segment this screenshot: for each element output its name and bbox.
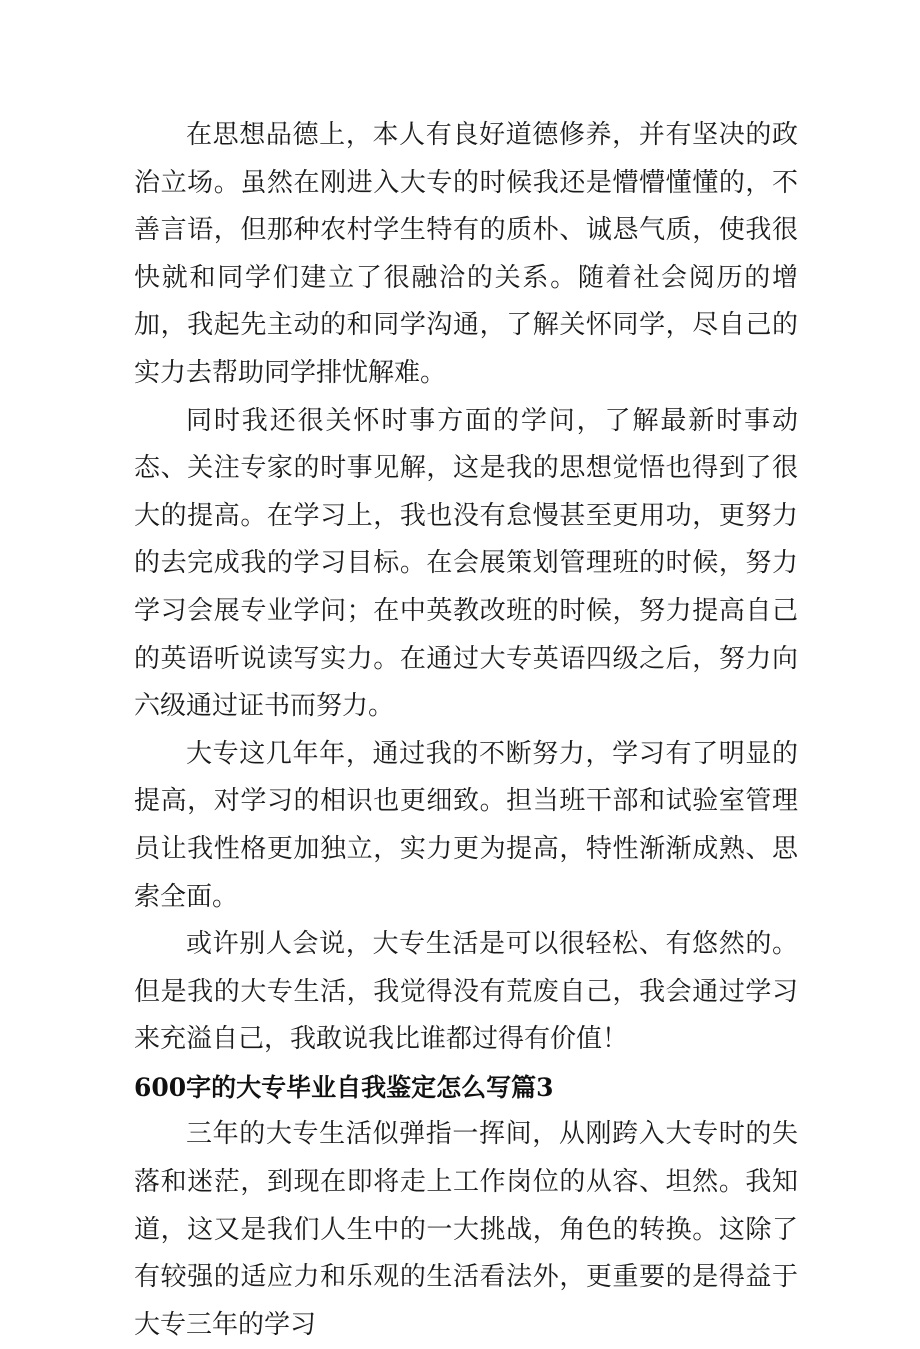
section-heading: 600字的大专毕业自我鉴定怎么写篇3 xyxy=(134,1072,554,1102)
document-body xyxy=(134,112,798,1349)
paragraph-three-years: 三年的大专生活似弹指一挥间，从刚跨入大专时的失落和迷茫，到现在即将走上工作岗位的从容、坦然。我知道，这又是我们人生中的一大挑战，角色的转换。这除了有较强的适应力和乐观的生活看法外，更重要的是得益于大专三年的学习 xyxy=(134,1119,798,1340)
paragraph-current-affairs-study: 同时我还很关怀时事方面的学问，了解最新时事动态、关注专家的时事见解，这是我的思想觉悟也得到了很大的提高。在学习上，我也没有怠慢甚至更用功，更努力的去完成我的学习目标。在会展策划管理班的时候，努力学习会展专业学问；在中英教改班的时候，努力提高自己的英语听说读写实力。在通过大专英语四级之后，努力向六级通过证书而努力。 xyxy=(134,405,798,722)
paragraph-progress: 大专这几年年，通过我的不断努力，学习有了明显的提高，对学习的相识也更细致。担当班干部和试验室管理员让我性格更加独立，实力更为提高，特性渐渐成熟、思索全面。 xyxy=(134,738,798,912)
paragraph-college-life: 或许别人会说，大专生活是可以很轻松、有悠然的。但是我的大专生活，我觉得没有荒废自己，我会通过学习来充溢自己，我敢说我比谁都过得有价值！ xyxy=(134,929,798,1055)
paragraph-moral-character: 在思想品德上，本人有良好道德修养，并有坚决的政治立场。虽然在刚进入大专的时候我还是懵懵懂懂的，不善言语，但那种农村学生特有的质朴、诚恳气质，使我很快就和同学们建立了很融洽的关系。随着社会阅历的增加，我起先主动的和同学沟通，了解关怀同学，尽自己的实力去帮助同学排忧解难。 xyxy=(134,120,798,388)
